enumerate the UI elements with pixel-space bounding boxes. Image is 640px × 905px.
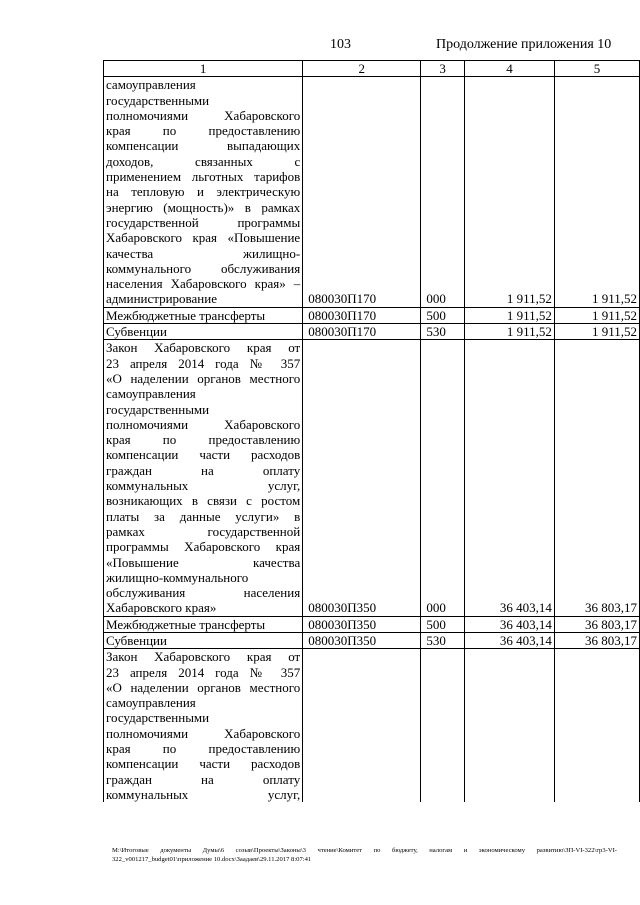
column-numbers-row xyxy=(104,61,640,77)
row-code xyxy=(303,649,421,802)
row-value-2019: 36 803,17 xyxy=(554,632,639,648)
description-line: полномочиями Хабаровского xyxy=(106,416,301,432)
row-expense-type: 530 xyxy=(421,632,465,648)
row-code: 080030П170 xyxy=(303,324,421,340)
row-value-2019: 36 803,17 xyxy=(554,340,639,616)
row-value-2019: 1 911,52 xyxy=(554,324,639,340)
column-header: 3 xyxy=(421,61,465,77)
row-code: 080030П170 xyxy=(303,307,421,323)
description-line: жилищно-коммунального xyxy=(106,569,249,585)
description-line: возникающих в связи с ростом xyxy=(106,493,301,509)
budget-table xyxy=(103,60,640,802)
row-description xyxy=(104,632,303,648)
description-line: государственными xyxy=(106,710,210,726)
column-header: 1 xyxy=(104,61,303,77)
row-expense-type: 000 xyxy=(421,340,465,616)
description-line: государственными xyxy=(106,401,210,417)
description-line: Хабаровского края «Повышение xyxy=(106,230,301,246)
row-expense-type xyxy=(421,649,465,802)
row-value-2018: 36 403,14 xyxy=(464,632,554,648)
row-description xyxy=(104,340,303,616)
row-description xyxy=(104,616,303,632)
row-value-2019: 1 911,52 xyxy=(554,307,639,323)
description-line: населения Хабаровского края» – xyxy=(106,276,301,292)
table-row xyxy=(104,307,640,323)
description-line: самоуправления xyxy=(106,386,196,402)
description-line: граждан на оплату xyxy=(106,462,301,478)
row-code: 080030П350 xyxy=(303,340,421,616)
row-expense-type: 530 xyxy=(421,324,465,340)
row-expense-type: 500 xyxy=(421,307,465,323)
description-line: Хабаровского края» xyxy=(106,600,217,616)
row-description xyxy=(104,649,303,802)
description-line: Закон Хабаровского края от xyxy=(106,649,301,665)
description-line: полномочиями Хабаровского xyxy=(106,725,301,741)
row-value-2018: 36 403,14 xyxy=(464,340,554,616)
row-value-2019 xyxy=(554,649,639,802)
row-value-2018: 1 911,52 xyxy=(464,324,554,340)
row-code: 080030П350 xyxy=(303,632,421,648)
row-value-2019: 36 803,17 xyxy=(554,616,639,632)
description-line: рамках государственной xyxy=(106,523,301,539)
description-line: «Повышение качества xyxy=(106,554,301,570)
description-line: Межбюджетные трансферты xyxy=(106,616,266,632)
description-line: «О наделении органов местного xyxy=(106,370,301,386)
description-line: края по предоставлению xyxy=(106,123,301,139)
row-expense-type: 500 xyxy=(421,616,465,632)
row-code: 080030П170 xyxy=(303,77,421,307)
description-line: платы за данные услуги» в xyxy=(106,508,301,524)
description-line: компенсации части расходов xyxy=(106,447,301,463)
row-value-2018: 1 911,52 xyxy=(464,307,554,323)
description-line: граждан на оплату xyxy=(106,771,301,787)
description-line: коммунальных услуг, xyxy=(106,786,301,802)
description-line: качества жилищно- xyxy=(106,245,301,261)
row-value-2018: 1 911,52 xyxy=(464,77,554,307)
description-line: применением льготных тарифов xyxy=(106,169,301,185)
row-value-2018 xyxy=(464,649,554,802)
description-line: обслуживания населения xyxy=(106,585,301,601)
description-line: доходов, связанных с xyxy=(106,153,301,169)
table-row xyxy=(104,77,640,307)
description-line: компенсации части расходов xyxy=(106,756,301,772)
row-value-2018: 36 403,14 xyxy=(464,616,554,632)
column-header: 2 xyxy=(303,61,421,77)
row-description xyxy=(104,77,303,307)
description-line: программы Хабаровского края xyxy=(106,539,301,555)
description-line: Закон Хабаровского края от xyxy=(106,340,301,356)
description-line: Субвенции xyxy=(106,632,167,648)
description-line: самоуправления xyxy=(106,77,196,93)
description-line: полномочиями Хабаровского xyxy=(106,107,301,123)
description-line: края по предоставлению xyxy=(106,741,301,757)
column-header: 5 xyxy=(554,61,639,77)
description-line: 23 апреля 2014 года № 357 xyxy=(106,355,301,371)
table-row xyxy=(104,649,640,802)
file-path-line: 322_v001217_budget01\приложение 10.docx\Заадаев\29.11.2017 8:07:41 xyxy=(112,856,312,863)
table-row xyxy=(104,324,640,340)
description-line: самоуправления xyxy=(106,695,196,711)
description-line: края по предоставлению xyxy=(106,432,301,448)
file-path-line: M:\Итоговые документы Думы\6 созыв\Проекты\Законы\3 чтение\Комитет по бюджету, налогам и экономическому развитию\ЗП-VI-322\гр3-VI- xyxy=(112,847,617,854)
row-description xyxy=(104,324,303,340)
description-line: Субвенции xyxy=(106,324,167,340)
table-row xyxy=(104,632,640,648)
description-line: государственными xyxy=(106,92,210,108)
description-line: на тепловую и электрическую xyxy=(106,184,301,200)
description-line: коммунального обслуживания xyxy=(106,260,301,276)
file-path-footer xyxy=(112,846,617,864)
description-line: компенсации выпадающих xyxy=(106,138,301,154)
description-line: администрирование xyxy=(106,291,217,307)
table-row xyxy=(104,616,640,632)
table-row xyxy=(104,340,640,616)
description-line: государственной программы xyxy=(106,214,301,230)
page-number: 103 xyxy=(330,37,351,52)
row-value-2019: 1 911,52 xyxy=(554,77,639,307)
row-description xyxy=(104,307,303,323)
description-line: 23 апреля 2014 года № 357 xyxy=(106,664,301,680)
description-line: коммунальных услуг, xyxy=(106,478,301,494)
column-header: 4 xyxy=(464,61,554,77)
page-caption: Продолжение приложения 10 xyxy=(436,37,612,52)
description-line: Межбюджетные трансферты xyxy=(106,307,266,323)
description-line: энергию (мощность)» в рамках xyxy=(106,199,301,215)
row-code: 080030П350 xyxy=(303,616,421,632)
row-expense-type: 000 xyxy=(421,77,465,307)
description-line: «О наделении органов местного xyxy=(106,679,301,695)
